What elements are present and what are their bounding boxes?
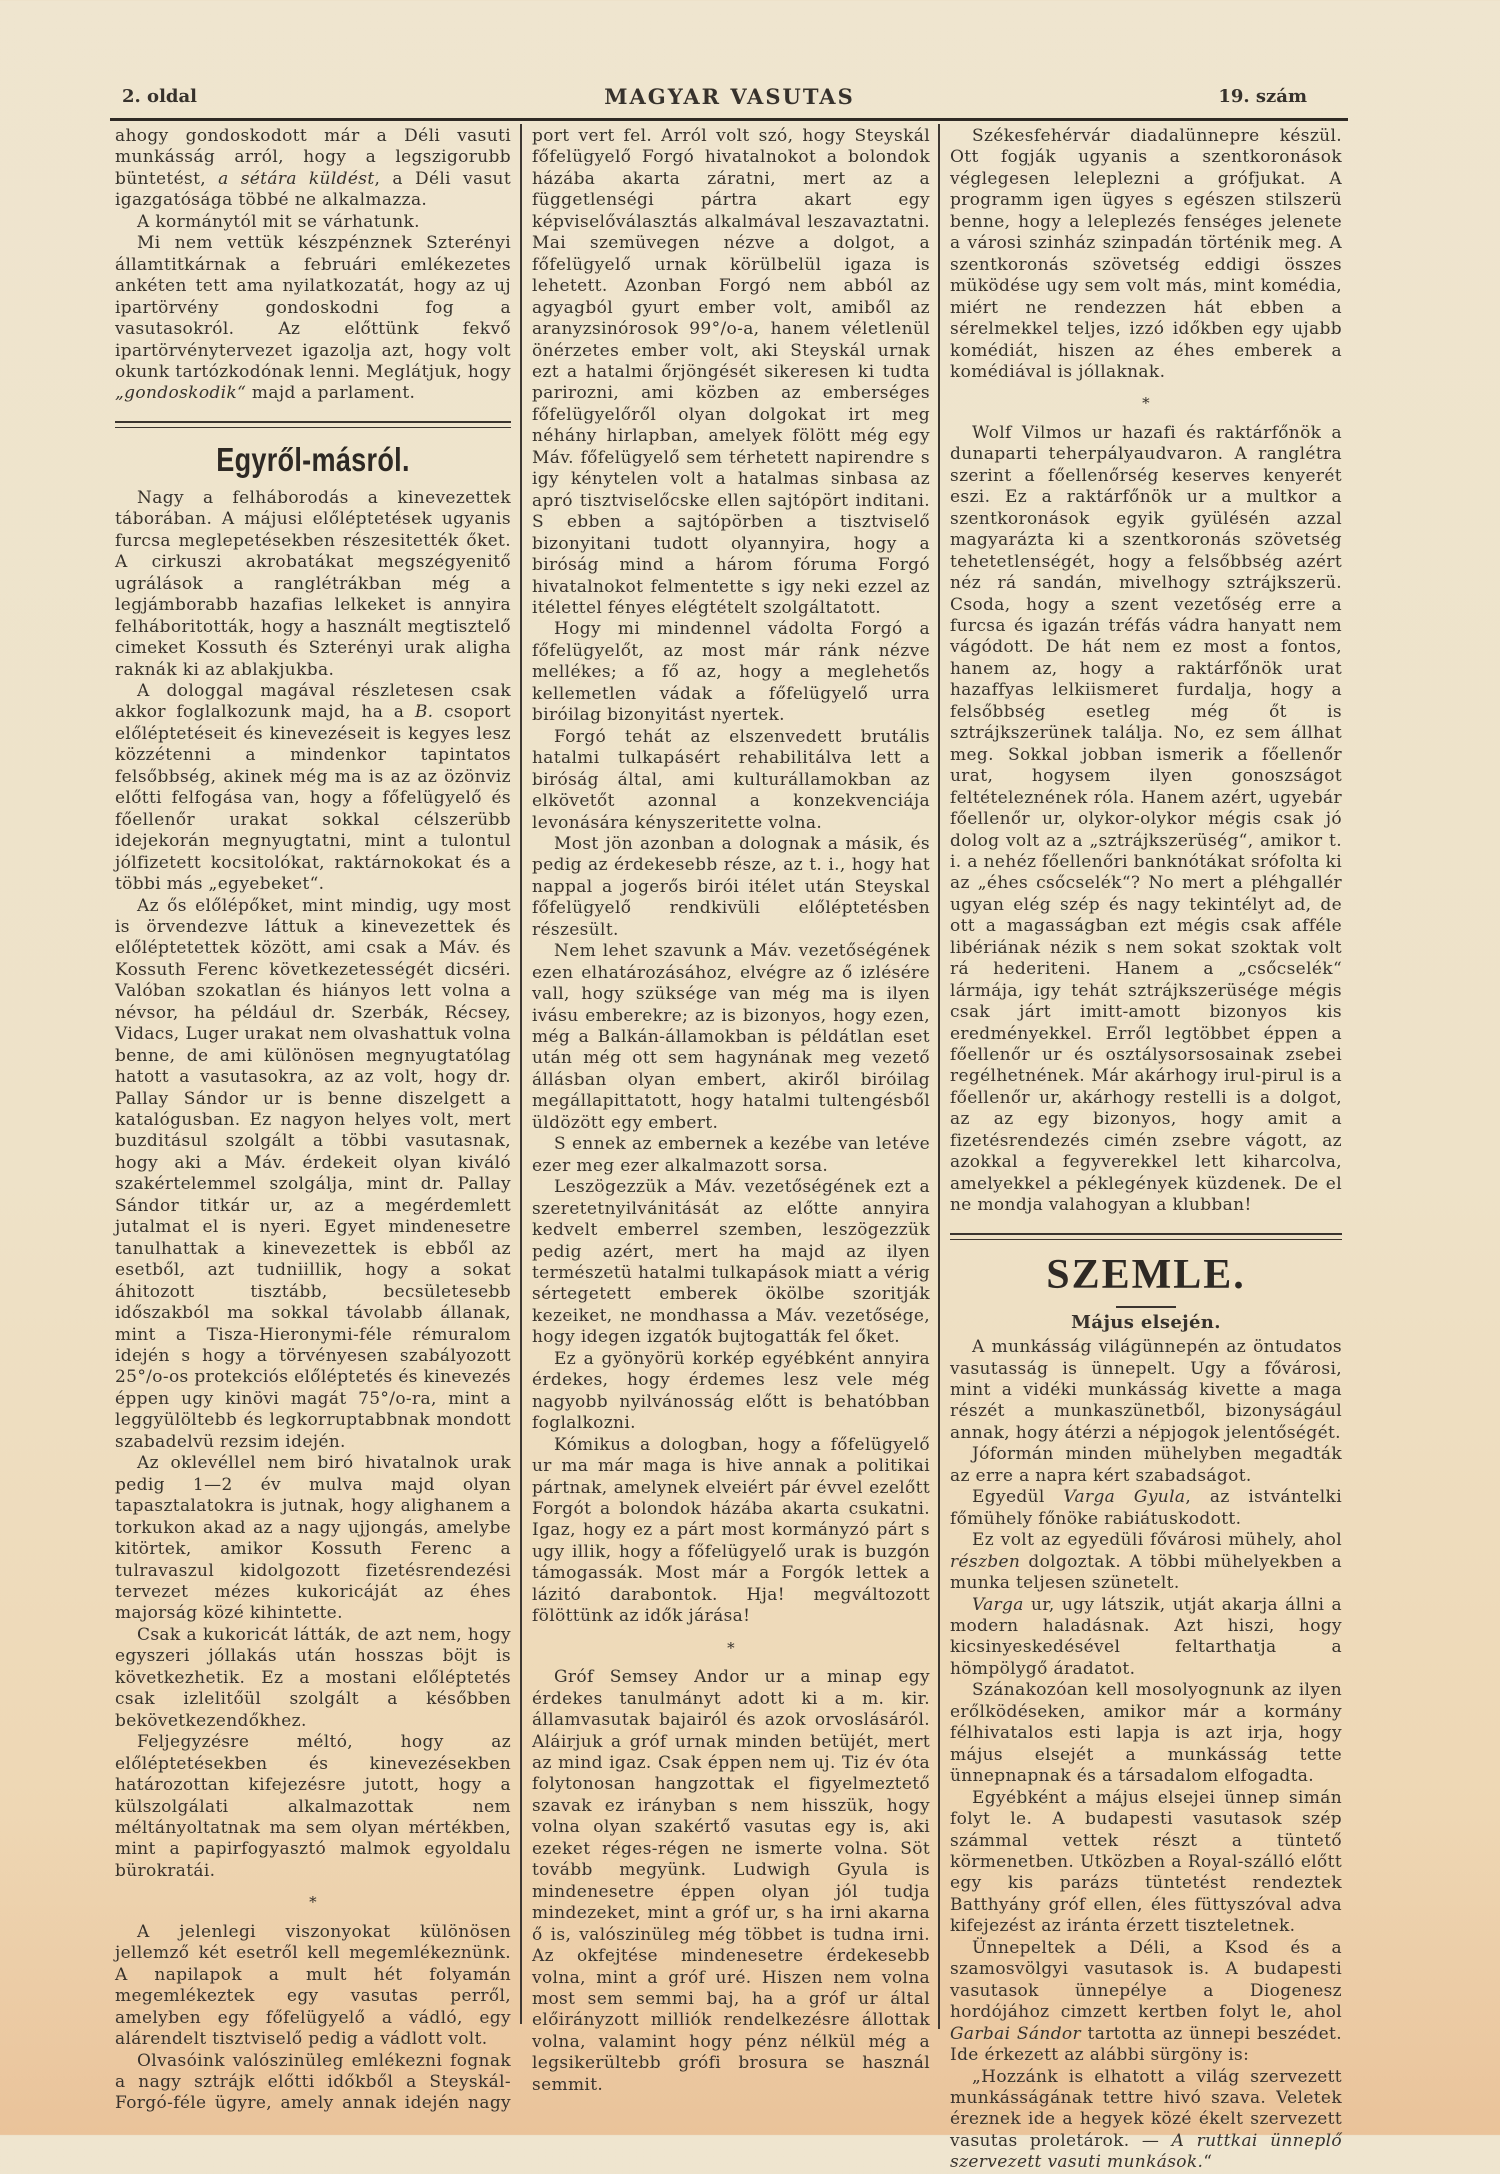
article-paragraph [115, 126, 511, 212]
article-paragraph [950, 1444, 1342, 1487]
column-middle [532, 126, 930, 2096]
article-paragraph [950, 1788, 1342, 1938]
article-paragraph [950, 1337, 1342, 1444]
short-divider [1116, 1306, 1176, 1308]
text-run: Egyébként a május elsejei ünnep simán folyt le. A budapesti vasutasok szép számmal vettek részt a tüntető körmenetben. Utközben a Royal-szálló előtt egy kis parázs tüntetést rendeztek Batthyány gróf ellen, éles füttyszóval adva kifejezést az iránta érzett tiszteletnek. [950, 1787, 1342, 1937]
article-paragraph [950, 1487, 1342, 1530]
column-divider [520, 124, 522, 2024]
issue-number: 19. szám [1218, 86, 1307, 107]
newspaper-title: MAGYAR VASUTAS [604, 84, 855, 109]
article-paragraph [532, 1177, 930, 1349]
article-paragraph [115, 1922, 511, 2051]
text-run: A dologgal magával részletesen csak akkor foglalkozunk majd, ha a [115, 680, 511, 723]
italic-text: Garbai Sándor [950, 2023, 1081, 2044]
article-paragraph [115, 681, 511, 896]
article-paragraph [115, 233, 511, 405]
text-run: A munkásság világünnepén az öntudatos vasutasság is ünnepelt. Ugy a fővárosi, mint a vidéki munkásság kivette a maga részét a munkaszünetből, bizonyságául annak, hogy átérzi a népjogok jelentőségét. [950, 1337, 1342, 1443]
column-divider [938, 124, 940, 2029]
text-run: Nagy a felháborodás a kinevezettek táborában. A májusi előléptetések ugyanis furcsa meglepetésekben részesitették őket. A cirkuszi akrobatákat megszégyenitő ugrálások a ranglétrákban még a legjámborabb hazafias lelkeket is annyira felháboritották, hogy a használt megtisztelő cimeket Kossuth és Szterényi urak aligha raknák ki az ablakjukba. [115, 487, 511, 680]
section-heading: SZEMLE. [1046, 1251, 1246, 1298]
text-run: S ennek az embernek a kezébe van letéve ezer meg ezer alkalmazott sorsa. [532, 1134, 930, 1176]
italic-text: a sétára küldést [218, 168, 375, 189]
text-run: Szánakozóan kell mosolyognunk az ilyen erőlködéseken, amikor már a kormány félhivatalos esti lapja is azt irja, hogy május elsejét a munkásság tette ünnepnapnak és a társadalom elfogadta. [950, 1680, 1342, 1787]
article-paragraph [532, 1134, 930, 1177]
italic-text: Varga Gyula [1063, 1487, 1186, 1508]
text-run: Olvasóink valószinüleg emlékezni fognak a nagy sztrájk előtti időkből a Steyskál-Forgó-féle ügyre, amely annak idején nagy [115, 2050, 511, 2114]
text-run: dolgoztak. A többi mühelyekben a munka teljesen szünetelt. [950, 1551, 1342, 1594]
text-run: A jelenlegi viszonyokat különösen jellemző két esetről kell megemlékeznünk. A napilapok a mult hét folyamán megemlékeztek egy vasutas perről, amelyben egy főfelügyelő a vádló, egy alárendelt tisztviselő pedig a vádlott volt. [115, 1921, 511, 2050]
article-paragraph [532, 834, 930, 941]
italic-text: részben [950, 1551, 1021, 1572]
article-paragraph [950, 423, 1342, 1217]
section-divider [950, 1233, 1342, 1240]
text-run: csoport előléptetéseit és kinevezéseit is kegyes lesz közzétenni a mindenkor tapintatos felsőbbség, akinek még ma is az az özönviz előtti felfogása van, hogy a főfelügyelő és főellenőr urakat sokkal célszerübb idejekorán megnyugtatni, mint a tulontul jólfizetett kocsitolókat, raktárnokokat és a többi más „egyebeket“. [115, 702, 511, 895]
text-run: “ [1203, 2152, 1213, 2173]
separator-asterisk: * [1142, 394, 1150, 413]
text-run: , az istvántelki főmühely főnöke rabiátuskodott. [950, 1487, 1342, 1529]
text-run: Feljegyzésre méltó, hogy az előléptetésekben és kinevezésekben határozottan kifejezésre jutott, hogy a külszolgálati alkalmazottak nem méltányoltatnak ma sem olyan mértékben, mint a papirfogyasztó malmok egyoldalu bürokratái. [115, 1732, 511, 1881]
article-paragraph [115, 2051, 511, 2115]
text-run: Kómikus a dologban, hogy a főfelügyelő ur ma már maga is hive annak a politikai pártnak, amelynek elveiért pár évvel ezelőtt Forgót a bolondok házába akarta csukatni. Igaz, hogy ez a párt most kormányzó párt s ugy illik, hogy a főfelügyelő urak is buzgón támogassák. Most már a Forgók lettek a lázitó darabontok. Hja! megváltozott fölöttünk az idők járása! [532, 1434, 930, 1627]
text-run: ahogy gondoskodott már a Déli vasuti munkásság arról, hogy a legszigorubb büntetést, [115, 126, 511, 189]
text-run: ur, ugy látszik, utját akarja állni a modern haladásnak. Azt hiszi, hogy kicsinyeskedésével feltarthatja a hömpölygő áradatot. [950, 1594, 1342, 1679]
article-paragraph [950, 1595, 1342, 1681]
column-right [950, 126, 1342, 2174]
text-run: A kormánytól mit se várhatunk. [137, 211, 420, 232]
column-left [115, 126, 511, 2115]
text-run: majd a parlament. [246, 383, 416, 404]
article-paragraph [115, 896, 511, 1454]
text-run: Ez a gyönyörü korkép egyébként annyira érdekes, hogy érdemes lesz vele még nagyobb nyilvánosság előtt is behatóbban foglalkozni. [532, 1348, 930, 1434]
text-run: Jóformán minden mühelyben megadták az erre a napra kért szabadságot. [950, 1444, 1342, 1486]
text-run: Nem lehet szavunk a Máv. vezetőségének ezen elhatározásához, elvégre az ő izlésére vall, hogy szüksége van még ma is ilyen ivásu emberekre; az is bizonyos, hogy ezen, még a Balkán-államokban is példátlan eset után még ott sem hagynának meg vezető állásban olyan embert, akiről biróilag megállapittatott, hogy hatalmi tultengésből üldözött egy embert. [532, 941, 930, 1133]
separator-asterisk: * [309, 1893, 317, 1912]
text-run: Ünnepeltek a Déli, a Ksod és a szamosvölgyi vasutasok is. A budapesti vasutasok ünnepélye a Diogenesz hordójához cimzett kertben folyt le, ahol [950, 1937, 1342, 2023]
text-run: Forgó tehát az elszenvedett brutális hatalmi tulkapásért rehabilitálva lett a biróság által, ami kulturállamokban az elkövetőt azonnal a konzekvenciája levonására kényszeritette volna. [532, 726, 930, 833]
article-paragraph [115, 1732, 511, 1882]
page-number: 2. oldal [122, 86, 197, 107]
article-paragraph [115, 212, 511, 233]
article-paragraph [532, 1435, 930, 1628]
separator-asterisk: * [727, 1638, 735, 1657]
text-run: Leszögezzük a Máv. vezetőségének ezt a szeretetnyilvánitását az előtte annyira kedvelt emberrel szemben, leszögezzük pedig azért, mert ha majd az ilyen természetü hatalmi tulkapások miatt a vérig sértegetett emberek ökölbe szoritják kezeiket, ne mondhassa a Máv. vezetősége, hogy idegen izgatók bujtogatták fel őket. [532, 1177, 930, 1348]
section-heading: Egyről-másról. [216, 440, 410, 478]
text-run: Ez volt az egyedüli fővárosi mühely, ahol [972, 1530, 1342, 1551]
page-header [112, 84, 1347, 112]
text-run: Wolf Vilmos ur hazafi és raktárfőnök a dunaparti teherpályaudvaron. A ranglétra szerint a főellenőrség keserves kenyerét eszi. Ez a raktárfőnök ur a multkor a szentkoronások egyik gyülésén azzal magyarázta ki a szentkoronás szövetség tehetetlenségét, hogy a felsőbbség azért néz rá sandán, mivelhogy sztrájkszerü. Csoda, hogy a szent vezetőség erre a furcsa és igazán tréfás vádra hanyatt nem vágódott. De hát nem ez most a fontos, hanem az, hogy a raktárfőnök urat hazaffyas lelkiismeret furdalja, hogy a felsőbbség esetleg még őt is sztrájkszerünek találja. No, ez sem állhat meg. Sokkal jobban ismerik a főellenőr urat, hogysem ilyen gonoszságot feltételeznének róla. Hanem azért, ugyebár főellenőr ur, olykor-olykor mégis csak jó dolog volt az a „sztrájkszerüség“, amikor t. i. a nehéz főellenőri banknótákat srófolta ki az „éhes csőcselék“? No mert a pléhgallér ugyan elég szép és nagy tekintélyt ad, de ott a magasságban ezt mégis csak afféle libériának nézik s nem sokat szoktak volt rá hederiteni. Hanem a „csőcselék“ lármája, igy tehát sztrájkszerüsége mégis csak járt imitt-amott bizonyos kis eredményekkel. Erről legtöbbet éppen a főellenőr ur és osztálysorsosainak zsebei regélhetnének. Már akárhogy irul-pirul is a főellenőr ur, akárhogy restelli is a dolgot, az az egy bizonyos, hogy amit a fizetésrendezés cimén zsebre vágott, az azokkal a fegyverekkel lett kiharcolva, amelyekkel a péklegények küzdenek. De el ne mondja valahogyan a klubban! [950, 422, 1342, 1216]
article-paragraph [532, 126, 930, 619]
article-paragraph [532, 941, 930, 1134]
text-run: Hogy mi mindennel vádolta Forgó a főfelügyelőt, az most már ránk nézve mellékes; a fő az, hogy a meglehetős kellemetlen vádak a főfelügyelő urra biróilag bizonyitást nyertek. [532, 619, 930, 726]
article-paragraph [532, 619, 930, 726]
article-paragraph [532, 1667, 930, 2096]
text-run: Csak a kukoricát látták, de azt nem, hogy egyszeri jóllakás után hosszas böjt is következhetik. Ez a mostani előléptetés csak izlelitőül szolgált a későbben bekövetkezendőkhez. [115, 1624, 511, 1731]
text-run: „Hozzánk is elhatott a világ szervezett munkásságának tettre hivó szava. Veletek éreznek ide a hegyek közé ékelt szervezett vasutas proletárok. — [950, 2066, 1342, 2151]
article-paragraph [532, 1349, 930, 1435]
text-run: , a Déli vasut igazgatósága többé ne alkalmazza. [115, 168, 512, 211]
article-paragraph [950, 1680, 1342, 1787]
italic-text: B. [414, 702, 434, 723]
italic-text: A ruttkai ünneplő szervezett vasuti munkások. [950, 2130, 1343, 2173]
article-paragraph [115, 1453, 511, 1625]
article-title: Május elsején. [1071, 1311, 1221, 1333]
article-paragraph [950, 1530, 1342, 1594]
article-paragraph [115, 488, 511, 681]
header-rule [110, 118, 1348, 121]
text-run: Az ős előlépőket, mint mindig, ugy most is örvendezve láttuk a kinevezettek és előléptetettek között, ami csak a Máv. és Kossuth Ferenc következetességét dicséri. Valóban szokatlan és hiányos lett volna a névsor, ha például dr. Szerbák, Récsey, Vidacs, Luger urakat nem olvashattuk volna benne, de ami különösen megnyugtatólag hatott a vasutasokra, az az volt, hogy dr. Pallay Sándor ur is benne diszelgett a katalógusban. Ez nagyon helyes volt, mert buzditásul szolgált a többi vasutasnak, hogy aki a Máv. érdekeit olyan kiváló szakértelemmel szolgálja, mint dr. Pallay Sándor titkár ur, az a megérdemlett jutalmat el is nyeri. Egyet mindenesetre tanulhattak a kinevezettek is ebből az esetből, azt tudniillik, hogy a sokat áhitozott tisztább, becsületesebb időszakból ma sokkal távolabb állanak, mint a Tisza-Hieronymi-féle rémuralom idején s hogy a törvényesen szabályozott 25°/o-os protekciós előléptetés és kinevezés éppen ugy kinövi magát 75°/o-ra, mint a leggyülöltebb és legkorruptabbnak mondott szabadelvü rezsim idején. [115, 895, 511, 1452]
italic-text: „gondoskodik“ [115, 383, 247, 404]
article-paragraph [532, 727, 930, 834]
text-run: Egyedül [972, 1487, 1064, 1508]
italic-text: Varga [972, 1594, 1024, 1615]
text-run: tartotta az ünnepi beszédet. Ide érkezett az alábbi sürgöny is: [950, 2023, 1342, 2066]
text-run: port vert fel. Arról volt szó, hogy Steyskál főfelügyelő Forgó hivatalnokot a bolondok házába akarta záratni, mert az a függetlenségi pártra akart egy képviselőválasztás alkalmával leszavaztatni. Mai szemüvegen nézve a dolgot, a főfelügyelő urnak körülbelül igaza is lehetett. Azonban Forgó nem abból az agyagból gyurt ember volt, amiből az aranyzsinórosok 99°/o-a, hanem véletlenül önérzetes ember volt, aki Steyskál urnak ezt a hatalmi őrjöngését sikeresen ki tudta parirozni, ami közben az emberséges főfelügyelőről olyan dolgokat irt meg néhány hirlapban, amelyek fölött még egy Máv. főfelügyelő sem térhetett napirendre s igy kénytelen volt a hatalmas sinbasa az apró tisztviselőcske ellen sajtópört inditani. S ebben a sajtópörben a tisztviselő bizonyitani tudott olyannyira, hogy a biróság mind a három fóruma Forgó hivatalnokot felmentette s igy neki ezzel az itélettel fényes elégtételt szolgáltatott. [532, 126, 930, 618]
section-divider [115, 421, 511, 428]
text-run: Most jön azonban a dolognak a másik, és pedig az érdekesebb része, az t. i., hogy hat nappal a jogerős birói itélet után Steyskal főfelügyelő rendkivüli előléptetésben részesült. [532, 833, 930, 940]
text-run: Gróf Semsey Andor ur a minap egy érdekes tanulmányt adott ki a m. kir. államvasutak bajairól és azok orvoslásáról. Aláirjuk a gróf urnak minden betüjét, mert az mind igaz. Csak éppen nem uj. Tiz év óta folytonosan hangzottak el figyelmeztető szavak ez irányban s nem hisszük, hogy volna olyan szakértő vasutas egy is, aki ezeket réges-régen ne ismerte volna. Söt tovább megyünk. Ludwigh Gyula is mindenesetre éppen olyan jól tudja mindezeket, mint a gróf ur, s ha irni akarna ő is, valószinüleg még többet is tudna irni. Az okfejtése mindenesetre érdekesebb volna, mint a gróf uré. Hiszen nem volna most sem semmi baj, ha a gróf ur által előirányzott milliók rendelkezésre állottak volna, valamint hogy pénz nélkül még a legsikerültebb grófi brosura se használ semmit. [532, 1667, 930, 2095]
article-paragraph [950, 1938, 1342, 2067]
article-paragraph [950, 126, 1342, 383]
text-run: Mi nem vettük készpénznek Szterényi államtitkárnak a februári emlékezetes ankéten tett ama nyilatkozatát, hogy az uj ipartörvény gondoskodni fog a vasutasokról. Az előttünk fekvő ipartörvénytervezet igazolja azt, hogy volt okunk tartózkodónak lenni. Meglátjuk, hogy [115, 233, 511, 382]
text-run: Az oklevéllel nem biró hivatalnok urak pedig 1—2 év mulva majd olyan tapasztalatokra is jutnak, hogy alighanem a torkukon akad az a nagy ujjongás, amelybe kitörtek, amikor Kossuth Ferenc a tulravaszul kidolgozott fizetésrendezési tervezet mézes kukoricáját az éhes majorság közé kihintette. [115, 1453, 511, 1624]
text-run: Székesfehérvár diadalünnepre készül. Ott fogják ugyanis a szentkoronások véglegesen leleplezni a grófjukat. A programm igen ügyes s egészen stilszerü benne, hogy a leleplezés fenséges jelenete a városi szinház szinpadán történik meg. A szentkoronás szövetség eddigi összes müködése ugy sem volt más, mint komédia, miért ne rendezzen hát ebben a sérelmekkel teljes, izzó időkben egy ujabb komédiát, hiszen az éhes emberek a komédiával is jóllaknak. [950, 126, 1342, 382]
article-paragraph [115, 1625, 511, 1732]
article-paragraph [950, 2067, 1342, 2174]
